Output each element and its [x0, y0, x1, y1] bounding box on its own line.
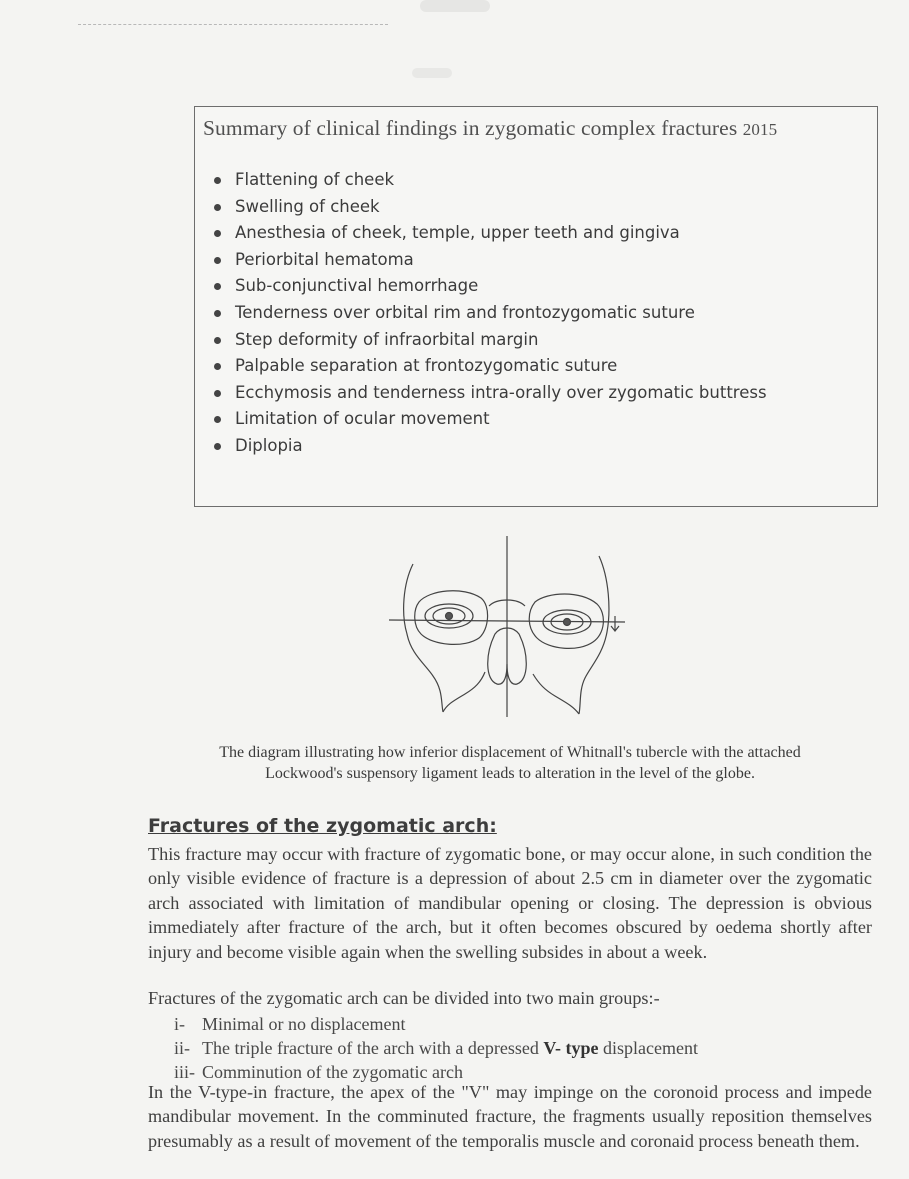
right-skull-outline: [579, 556, 609, 714]
findings-list: [213, 167, 767, 460]
bullet-icon: [214, 416, 221, 423]
list-number: i-: [174, 1014, 185, 1034]
group-text: The triple fracture of the arch with a depressed: [202, 1038, 539, 1059]
finding-text: Limitation of ocular movement: [235, 409, 490, 429]
list-item: [174, 1012, 698, 1036]
list-item: [213, 327, 767, 354]
bullet-icon: [214, 443, 221, 450]
bullet-icon: [214, 257, 221, 264]
finding-text: Periorbital hematoma: [235, 249, 414, 269]
finding-text: Flattening of cheek: [235, 170, 395, 189]
list-number: ii-: [174, 1038, 190, 1059]
bullet-icon: [214, 230, 221, 237]
finding-text: Sub-conjunctival hemorrhage: [235, 276, 479, 296]
list-item: [213, 300, 767, 327]
group-text: displacement: [603, 1038, 698, 1059]
group-text: Minimal or no displacement: [202, 1014, 406, 1034]
list-item: [213, 220, 767, 247]
list-number: iii-: [174, 1062, 195, 1083]
finding-text: Ecchymosis and tenderness intra-orally over zygomatic buttress: [235, 382, 767, 402]
bullet-icon: [214, 337, 221, 344]
right-cheek: [533, 674, 579, 714]
bullet-icon: [214, 390, 221, 397]
figure-caption: [150, 742, 870, 784]
right-pupil: [564, 619, 571, 626]
list-item: [213, 247, 767, 274]
finding-text: Step deformity of infraorbital margin: [235, 329, 539, 349]
caption-line: The diagram illustrating how inferior displacement of Whitnall's tubercle with the attached: [219, 744, 801, 761]
summary-year: 2015: [742, 120, 778, 139]
finding-text: Palpable separation at frontozygomatic suture: [235, 356, 618, 376]
bullet-icon: [214, 204, 221, 211]
paragraph: In the V-type-in fracture, the apex of the "V" may impinge on the coronoid process and impede mandibular movement. In the comminuted fracture, the fragments usually reposition themselves presumably as a result of movement of the temporalis muscle and coronaid process beneath them.: [148, 1082, 872, 1151]
list-item: [213, 194, 767, 221]
summary-box: [194, 106, 878, 507]
finding-text: Tenderness over orbital rim and frontozygomatic suture: [235, 302, 695, 322]
finding-text: Anesthesia of cheek, temple, upper teeth and gingiva: [235, 223, 680, 243]
list-item: [174, 1036, 698, 1060]
scan-smudge: [412, 68, 452, 78]
finding-text: Diplopia: [235, 435, 303, 455]
bullet-icon: [214, 177, 221, 184]
paragraph: This fracture may occur with fracture of zygomatic bone, or may occur alone, in such condition the only visible evidence of fracture is a depression of about 2.5 cm in diameter over the zygomatic arch associated with limitation of mandibular opening or closing. The depression is obvious immediately after fracture of the arch, but it often becomes obscured by oedema shortly after injury and become visible again when the swelling subsides in about a week.: [148, 844, 872, 962]
group-emphasis: V- type: [543, 1038, 599, 1059]
groups-list: [174, 1012, 698, 1085]
caption-line: Lockwood's suspensory ligament leads to alteration in the level of the globe.: [265, 765, 755, 782]
summary-title-text: Summary of clinical findings in zygomatic complex fractures: [203, 116, 738, 140]
left-pupil: [446, 613, 453, 620]
header-rule: [78, 24, 388, 25]
left-cheek: [443, 672, 485, 712]
left-skull-outline: [404, 564, 443, 712]
section-heading: Fractures of the zygomatic arch:: [148, 815, 497, 837]
list-item: [213, 167, 767, 194]
list-item: [213, 406, 767, 433]
list-item: [213, 273, 767, 300]
orbit-diagram: [385, 534, 645, 720]
scan-smudge: [420, 0, 490, 12]
list-item: [213, 433, 767, 460]
summary-title: [203, 116, 777, 141]
bullet-icon: [214, 283, 221, 290]
list-item: [213, 353, 767, 380]
list-item: [213, 380, 767, 407]
bullet-icon: [214, 363, 221, 370]
group-text: Comminution of the zygomatic arch: [202, 1062, 463, 1083]
finding-text: Swelling of cheek: [235, 196, 380, 216]
bullet-icon: [214, 310, 221, 317]
groups-intro: Fractures of the zygomatic arch can be divided into two main groups:-: [148, 988, 660, 1008]
